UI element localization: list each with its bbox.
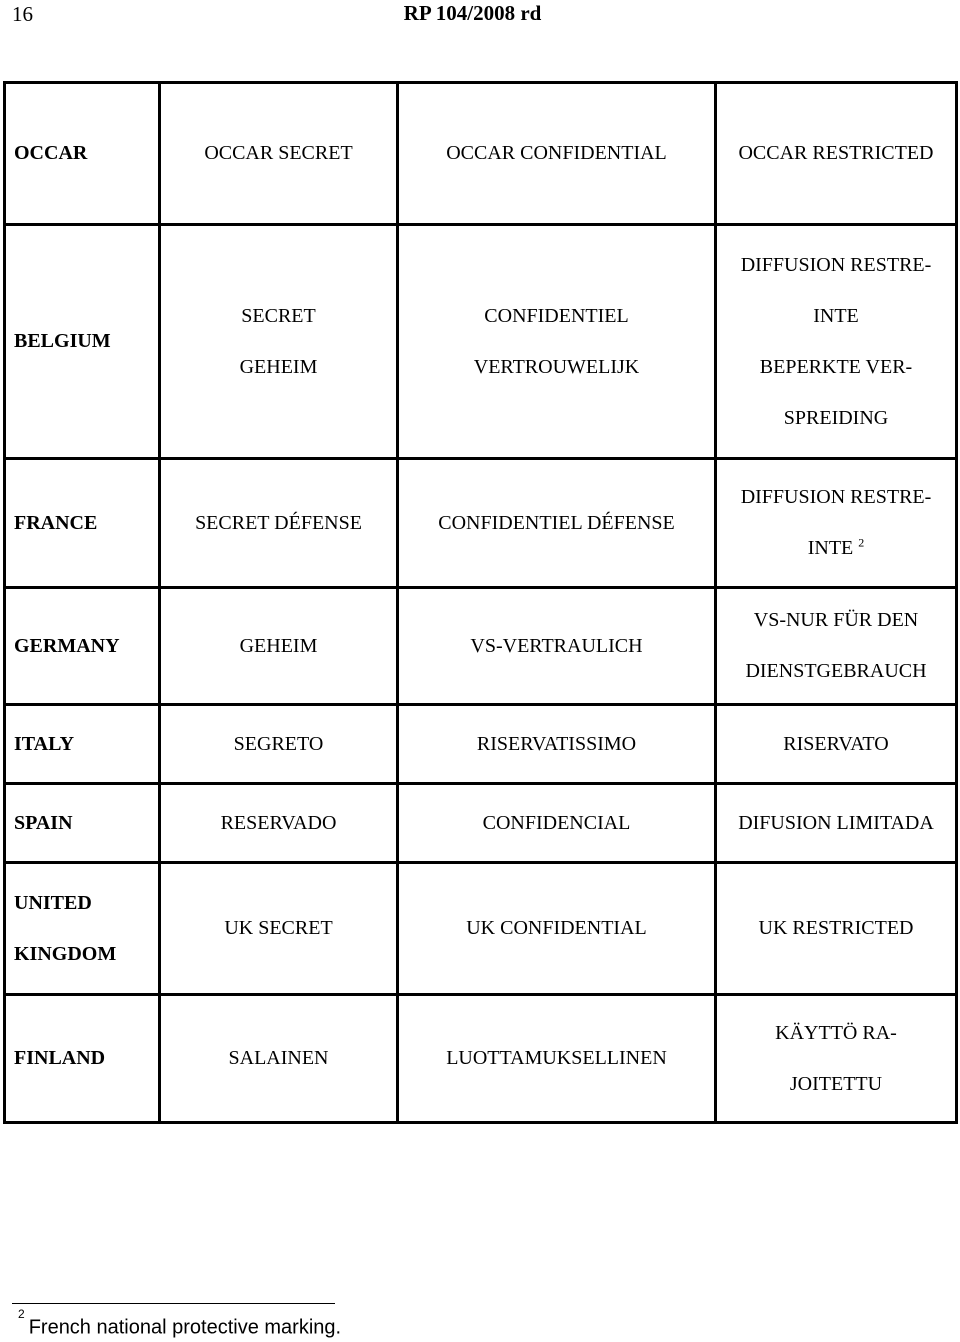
confidential-cell (398, 784, 716, 863)
cell-line: UK CONFIDENTIAL (466, 917, 647, 939)
cell-line: RISERVATO (783, 732, 889, 755)
table-row (5, 863, 957, 995)
cell-line: UNITED (14, 891, 92, 914)
cell-line: BELGIUM (14, 330, 111, 352)
restricted-cell (716, 995, 957, 1123)
cell-line: LUOTTAMUKSELLINEN (446, 1047, 667, 1069)
cell-line: FINLAND (14, 1047, 106, 1069)
cell-text: INTE (807, 537, 854, 559)
secret-cell (160, 784, 398, 863)
confidential-cell (398, 459, 716, 588)
cell-line: CONFIDENCIAL (482, 811, 631, 834)
cell-line: CONFIDENTIEL DÉFENSE (438, 511, 675, 534)
country-cell (5, 784, 160, 863)
secret-cell (160, 863, 398, 995)
cell-line: SPAIN (14, 811, 73, 834)
cell-line: SECRET DÉFENSE (195, 511, 362, 534)
cell-line: ITALY (14, 732, 75, 755)
confidential-cell (398, 705, 716, 784)
table-row (5, 784, 957, 863)
cell-line: GEHEIM (239, 634, 318, 657)
table-row (5, 588, 957, 705)
cell-line: RESERVADO (220, 811, 337, 834)
cell-line: OCCAR RESTRICTED (738, 142, 934, 164)
table-row (5, 459, 957, 588)
cell-line: RISERVATISSIMO (476, 732, 637, 755)
secret-cell (160, 83, 398, 225)
cell-line: SEGRETO (233, 732, 324, 755)
cell-line: DIFFUSION RESTRE- (740, 486, 932, 508)
page-number: 16 (12, 2, 33, 26)
table-row (5, 83, 957, 225)
cell-line: KINGDOM (14, 942, 117, 965)
cell-line: GEHEIM (239, 355, 318, 378)
cell-line: OCCAR CONFIDENTIAL (446, 142, 667, 164)
cell-line: VS-NUR FÜR DEN (753, 609, 919, 631)
confidential-cell (398, 83, 716, 225)
cell-line: INTE (813, 304, 859, 327)
footnote-reference: 2 (858, 535, 865, 550)
restricted-cell (716, 459, 957, 588)
secret-cell (160, 705, 398, 784)
cell-line: UK SECRET (224, 917, 333, 939)
cell-line (725, 523, 947, 574)
cell-line: JOITETTU (789, 1072, 883, 1095)
cell-line: DIFUSION LIMITADA (738, 811, 934, 834)
restricted-cell (716, 588, 957, 705)
cell-line: BEPERKTE VER- (759, 355, 913, 378)
confidential-cell (398, 995, 716, 1123)
secret-cell (160, 995, 398, 1123)
table-row (5, 705, 957, 784)
cell-line: VS-VERTRAULICH (470, 634, 643, 657)
restricted-cell (716, 705, 957, 784)
secret-cell (160, 225, 398, 459)
confidential-cell (398, 588, 716, 705)
cell-line: OCCAR SECRET (204, 142, 353, 164)
table-row (5, 225, 957, 459)
country-cell (5, 459, 160, 588)
country-cell (5, 705, 160, 784)
country-cell (5, 588, 160, 705)
cell-line: SECRET (241, 304, 316, 327)
cell-line: SPREIDING (783, 406, 889, 429)
cell-line: DIENSTGEBRAUCH (745, 660, 927, 682)
footnote-marker: 2 (18, 1307, 25, 1321)
table-row (5, 995, 957, 1123)
classification-equivalence-table (3, 81, 958, 1124)
cell-line: KÄYTTÖ RA- (775, 1021, 897, 1044)
footnote-text: French national protective marking. (28, 1316, 342, 1339)
country-cell (5, 225, 160, 459)
footnote-separator (12, 1303, 335, 1304)
country-cell (5, 863, 160, 995)
restricted-cell (716, 225, 957, 459)
secret-cell (160, 459, 398, 588)
cell-line: OCCAR (14, 142, 88, 164)
cell-line: CONFIDENTIEL (484, 304, 629, 327)
cell-line: VERTROUWELIJK (473, 355, 640, 378)
country-cell (5, 83, 160, 225)
secret-cell (160, 588, 398, 705)
country-cell (5, 995, 160, 1123)
restricted-cell (716, 83, 957, 225)
restricted-cell (716, 784, 957, 863)
document-reference: RP 104/2008 rd (403, 1, 542, 25)
confidential-cell (398, 225, 716, 459)
cell-line: DIFFUSION RESTRE- (740, 253, 932, 276)
cell-line: UK RESTRICTED (758, 917, 914, 939)
restricted-cell (716, 863, 957, 995)
confidential-cell (398, 863, 716, 995)
footnote (18, 1307, 342, 1340)
cell-line: FRANCE (14, 511, 98, 534)
cell-line: GERMANY (14, 634, 120, 657)
cell-line: SALAINEN (228, 1047, 329, 1069)
